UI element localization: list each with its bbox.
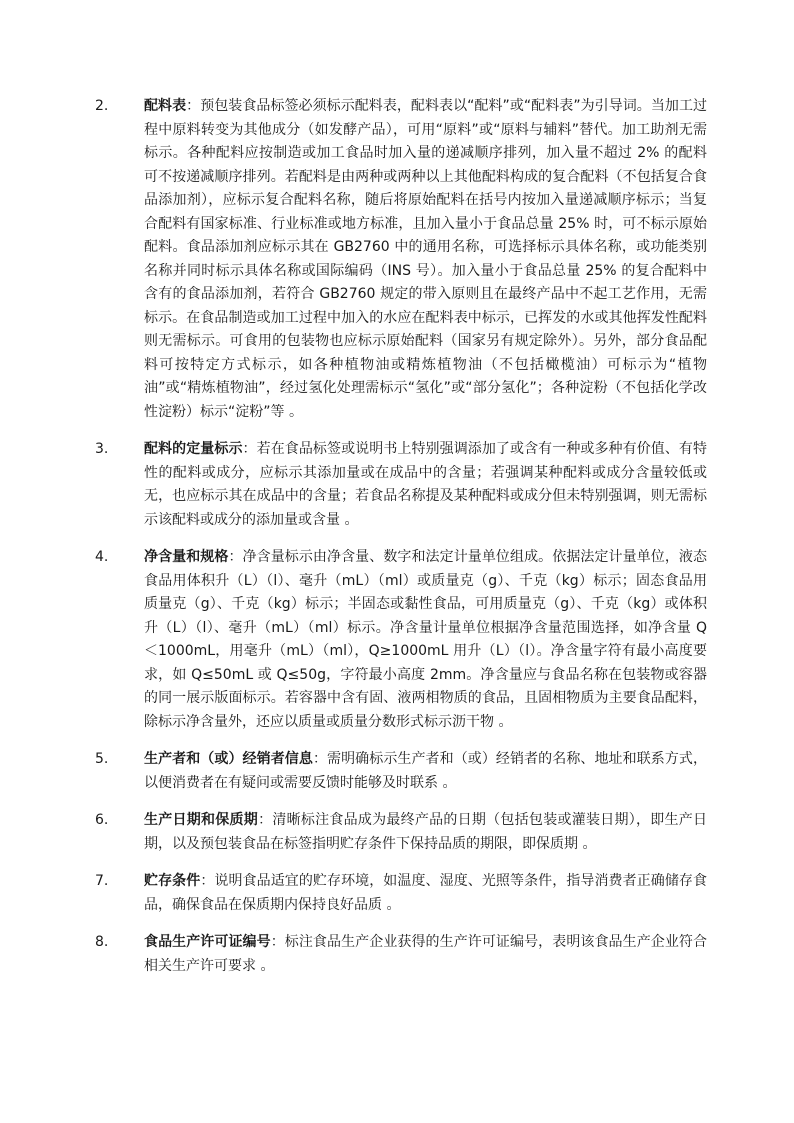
item-body: ：若在食品标签或说明书上特别强调添加了或含有一种或多种有价值、有特性的配料或成分，应标示其添加量或在成品中的含量；若强调某种配料或成分含量较低或无，也应标示其在成品中的含量；若食品名称提及某种配料或成分但未特别强调，则无需标示该配料或成分的添加量或含量 。: [144, 441, 708, 528]
item-body: ：净含量标示由净含量、数字和法定计量单位组成。依据法定计量单位，液态食品用体积升（L）（l）、毫升（mL）（ml）或质量克（g）、千克（kg）标示；固态食品用质量克（g）、千克（kg）标示；半固态或黏性食品，可用质量克（g）、千克（kg）或体积升（L）（l）、毫升（mL）（ml）标示。净含量计量单位根据净含量范围选择，如净含量 Q＜1000mL，用毫升（mL）（ml），Q≥1000mL 用升（L）（l）。净含量字符有最小高度要求，如 Q≤50mL 或 Q≤50g，字符最小高度 2mm。净含量应与食品名称在包装物或容器的同一展示版面标示。若容器中含有固、液两相物质的食品，且固相物质为主要食品配料，除标示净含量外，还应以质量或质量分数形式标示沥干物 。: [144, 549, 708, 730]
item-body: ：说明食品适宜的贮存环境，如温度、湿度、光照等条件，指导消费者正确储存食品，确保食品在保质期内保持良好品质 。: [144, 873, 708, 913]
list-item: [95, 870, 707, 917]
item-number: 3.: [95, 441, 109, 457]
item-term: 食品生产许可证编号: [144, 934, 271, 950]
numbered-list: [95, 95, 707, 992]
item-term: 配料的定量标示: [144, 441, 243, 457]
item-number: 7.: [95, 873, 109, 889]
item-body: ：清晰标注食品成为最终产品的日期（包括包装或灌装日期），即生产日期，以及预包装食品在标签指明贮存条件下保持品质的期限，即保质期 。: [144, 812, 708, 852]
list-item: [95, 546, 707, 734]
item-body: ：需明确标示生产者和（或）经销者的名称、地址和联系方式，以便消费者在有疑问或需要反馈时能够及时联系 。: [144, 751, 708, 791]
list-item: [95, 809, 707, 856]
list-item: [95, 438, 707, 532]
item-text: [144, 546, 707, 734]
item-term: 贮存条件: [144, 873, 201, 889]
item-body: ：预包装食品标签必须标示配料表，配料表以“配料”或“配料表”为引导词。当加工过程中原料转变为其他成分（如发酵产品），可用“原料”或“原料与辅料”替代。加工助剂无需标示。各种配料应按制造或加工食品时加入量的递减顺序排列，加入量不超过 2% 的配料可不按递减顺序排列。若配料是由两种或两种以上其他配料构成的复合配料（不包括复合食品添加剂），应标示复合配料名称，随后将原始配料在括号内按加入量递减顺序标示；当复合配料有国家标准、行业标准或地方标准，且加入量小于食品总量 25% 时，可不标示原始配料。食品添加剂应标示其在 GB2760 中的通用名称，可选择标示具体名称，或功能类别名称并同时标示具体名称或国际编码（INS 号）。加入量小于食品总量 25% 的复合配料中含有的食品添加剂，若符合 GB2760 规定的带入原则且在最终产品中不起工艺作用，无需标示。在食品制造或加工过程中加入的水应在配料表中标示，已挥发的水或其他挥发性配料则无需标示。可食用的包装物也应标示原始配料（国家另有规定除外）。另外，部分食品配料可按特定方式标示，如各种植物油或精炼植物油（不包括橄榄油）可标示为“植物油”或“精炼植物油”，经过氢化处理需标示“氢化”或“部分氢化”；各种淀粉（不包括化学改性淀粉）标示“淀粉”等 。: [144, 98, 708, 420]
item-number: 6.: [95, 812, 109, 828]
item-number: 8.: [95, 934, 109, 950]
list-item: [95, 95, 707, 424]
item-text: [144, 870, 707, 917]
item-number: 2.: [95, 98, 109, 114]
item-term: 净含量和规格: [144, 549, 229, 565]
item-number: 5.: [95, 751, 109, 767]
item-term: 配料表: [144, 98, 187, 114]
item-term: 生产日期和保质期: [144, 812, 259, 828]
list-item: [95, 748, 707, 795]
item-text: [144, 809, 707, 856]
item-text: [144, 748, 707, 795]
item-term: 生产者和（或）经销者信息: [144, 751, 313, 767]
item-text: [144, 931, 707, 978]
item-body: ：标注食品生产企业获得的生产许可证编号，表明该食品生产企业符合相关生产许可要求 。: [144, 934, 708, 974]
item-text: [144, 438, 707, 532]
list-item: [95, 931, 707, 978]
item-number: 4.: [95, 549, 109, 565]
item-text: [144, 95, 707, 424]
